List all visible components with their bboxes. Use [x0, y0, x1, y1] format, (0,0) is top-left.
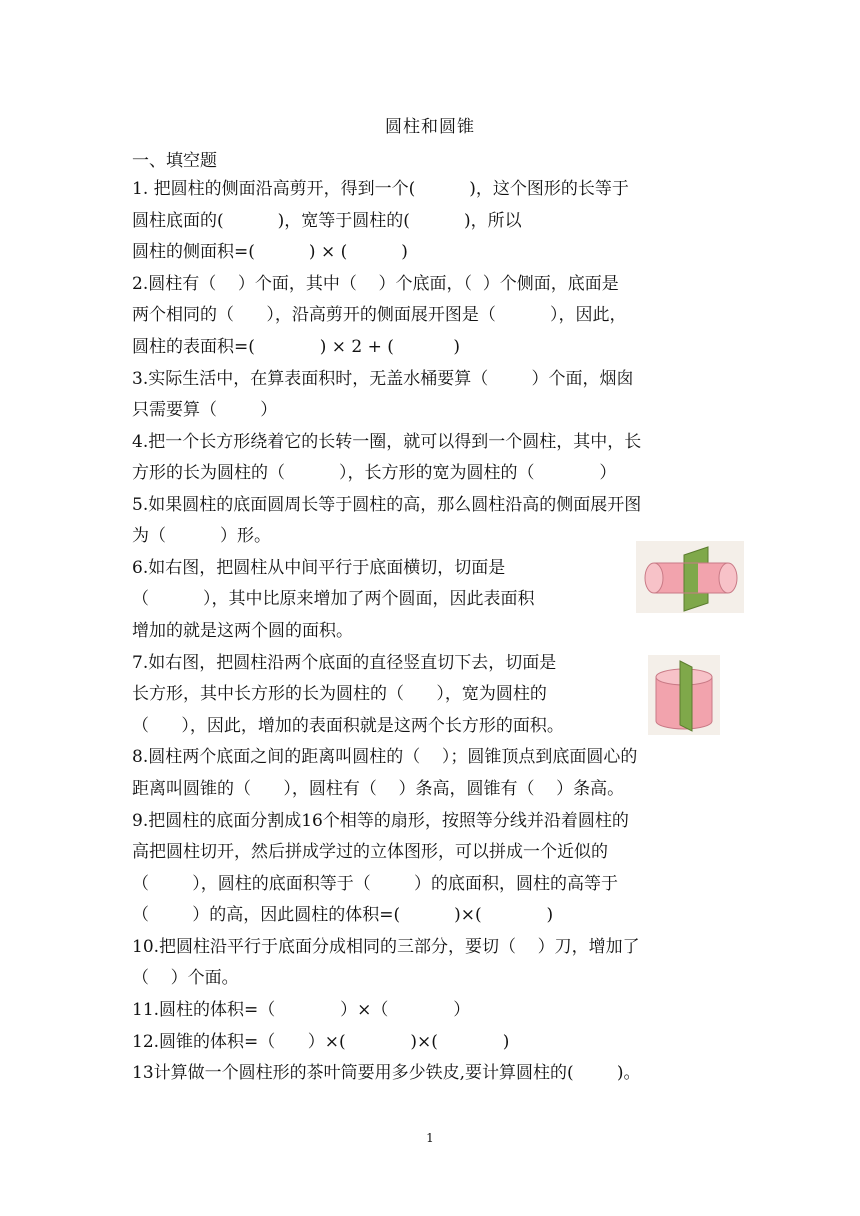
question-line: 5.如果圆柱的底面圆周长等于圆柱的高，那么圆柱沿高的侧面展开图: [132, 495, 642, 515]
question-line: 距离叫圆锥的（ ），圆柱有（ ）条高，圆锥有（ ）条高。: [132, 779, 625, 799]
question-line: 1. 把圆柱的侧面沿高剪开，得到一个( )，这个图形的长等于: [132, 179, 629, 199]
question-line: （ ）个面。: [132, 968, 239, 988]
question-line: （ ），因此，增加的表面积就是这两个长方形的面积。: [132, 716, 564, 736]
question-line: 增加的就是这两个圆的面积。: [132, 621, 353, 641]
question-line: （ ）的高，因此圆柱的体积=( )×( ): [132, 905, 554, 925]
question-line: 圆柱的表面积=( ) × 2 + ( ): [132, 337, 460, 357]
question-line: 7.如右图，把圆柱沿两个底面的直径竖直切下去，切面是: [132, 653, 557, 673]
question-line: 8.圆柱两个底面之间的距离叫圆柱的（ ）；圆锥顶点到底面圆心的: [132, 747, 638, 767]
question-line: 只需要算（ ）: [132, 400, 278, 420]
question-line: 10.把圆柱沿平行于底面分成相同的三部分，要切（ ）刀，增加了: [132, 937, 640, 957]
cylinder-horizontal-cut-figure: [636, 541, 744, 613]
question-line: 两个相同的（ ），沿高剪开的侧面展开图是（ ），因此，: [132, 305, 627, 325]
question-line: 3.实际生活中，在算表面积时，无盖水桶要算（ ）个面，烟囱: [132, 369, 634, 389]
section-heading: 一、填空题: [132, 151, 217, 171]
question-line: （ ），圆柱的底面积等于（ ）的底面积，圆柱的高等于: [132, 874, 618, 894]
question-line: 9.把圆柱的底面分割成16个相等的扇形，按照等分线并沿着圆柱的: [132, 811, 629, 831]
cylinder-vertical-cut-figure: [648, 655, 720, 735]
page-title: 圆柱和圆锥: [385, 117, 475, 137]
question-line: 为（ ）形。: [132, 526, 272, 546]
question-line: 13计算做一个圆柱形的茶叶筒要用多少铁皮,要计算圆柱的( )。: [132, 1063, 641, 1083]
page-number: 1: [426, 1131, 434, 1145]
question-line: 4.把一个长方形绕着它的长转一圈，就可以得到一个圆柱，其中，长: [132, 432, 642, 452]
question-line: 12.圆锥的体积=（ ）×( )×( ): [132, 1032, 510, 1052]
question-line: 方形的长为圆柱的（ ），长方形的宽为圆柱的（ ）: [132, 463, 617, 483]
question-line: 圆柱底面的( )，宽等于圆柱的( )，所以: [132, 211, 522, 231]
question-line: 长方形，其中长方形的长为圆柱的（ ），宽为圆柱的: [132, 684, 547, 704]
question-line: （ ），其中比原来增加了两个圆面，因此表面积: [132, 589, 535, 609]
question-line: 11.圆柱的体积=（ ）×（ ）: [132, 1000, 471, 1020]
question-line: 2.圆柱有（ ）个面，其中（ ）个底面，（ ）个侧面，底面是: [132, 274, 619, 294]
question-line: 圆柱的侧面积=( ) × ( ): [132, 242, 408, 262]
question-line: 6.如右图，把圆柱从中间平行于底面横切，切面是: [132, 558, 506, 578]
question-line: 高把圆柱切开，然后拼成学过的立体图形，可以拼成一个近似的: [132, 842, 608, 862]
